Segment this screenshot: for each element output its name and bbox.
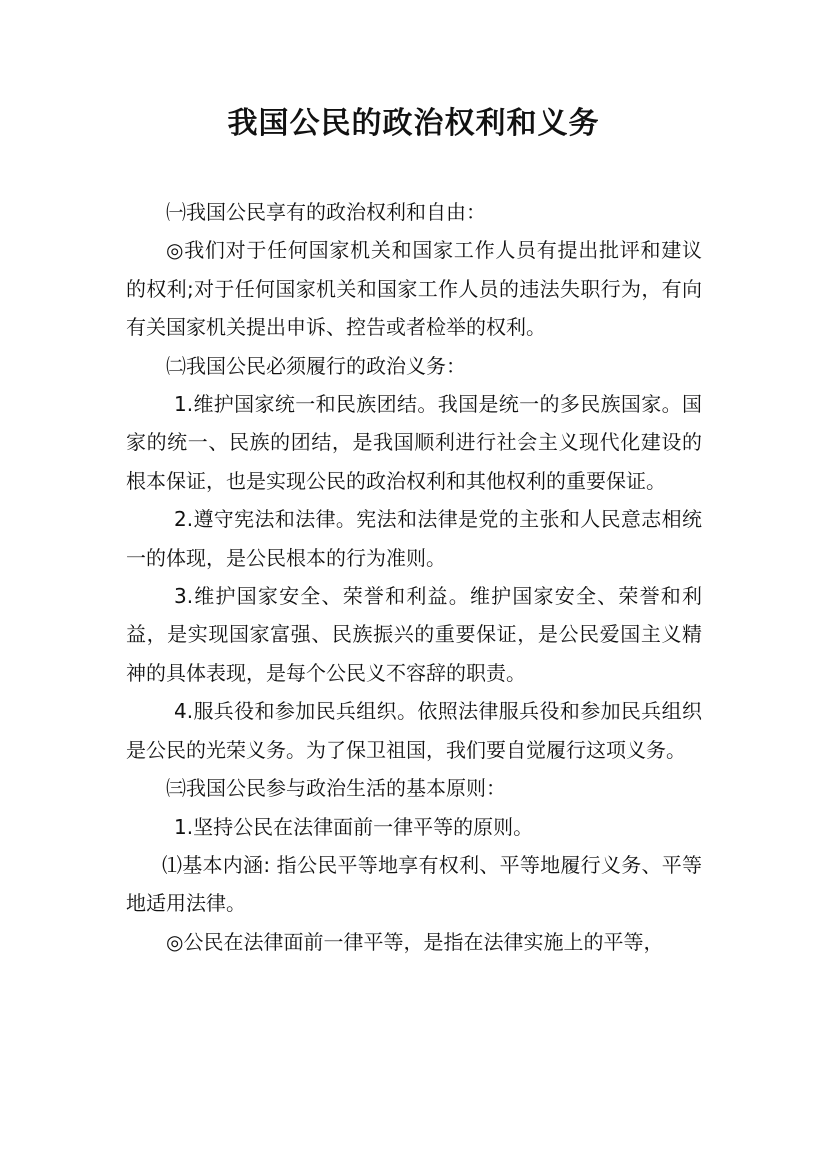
document-title: 我国公民的政治权利和义务 — [227, 106, 600, 141]
paragraph-duty-military: 4.服兵役和参加民兵组织。依照法律服兵役和参加民兵组织是公民的光荣义务。为了保卫祖国，我们要自觉履行这项义务。 — [126, 699, 702, 762]
section-heading-rights: ㈠我国公民享有的政治权利和自由： — [166, 200, 486, 224]
paragraph-criticism-right: ◎我们对于任何国家机关和国家工作人员有提出批评和建议的权利;对于任何国家机关和国家工作人员的违法失职行为，有向有关国家机关提出申诉、控告或者检举的权利。 — [126, 238, 702, 340]
paragraph-equality-note: ◎公民在法律面前一律平等，是指在法律实施上的平等， — [166, 929, 664, 954]
paragraph-duty-constitution: 2.遵守宪法和法律。宪法和法律是党的主张和人民意志相统一的体现，是公民根本的行为准则。 — [126, 507, 702, 570]
paragraph-duty-security: 3.维护国家安全、荣誉和利益。维护国家安全、荣誉和利益，是实现国家富强、民族振兴的重要保证，是公民爱国主义精神的具体表现，是每个公民义不容辞的职责。 — [126, 584, 702, 685]
paragraph-principle-equality: 1.坚持公民在法律面前一律平等的原则。 — [174, 814, 534, 839]
section-heading-duties: ㈡我国公民必须履行的政治义务： — [166, 353, 466, 378]
document-body — [126, 193, 702, 961]
section-heading-principles: ㈢我国公民参与政治生活的基本原则： — [166, 776, 506, 801]
paragraph-duty-unity: 1.维护国家统一和民族团结。我国是统一的多民族国家。国家的统一、民族的团结，是我国顺利进行社会主义现代化建设的根本保证，也是实现公民的政治权利和其他权利的重要保证。 — [126, 392, 702, 493]
paragraph-basic-meaning: ⑴基本内涵: 指公民平等地享有权利、平等地履行义务、平等地适用法律。 — [126, 852, 702, 916]
